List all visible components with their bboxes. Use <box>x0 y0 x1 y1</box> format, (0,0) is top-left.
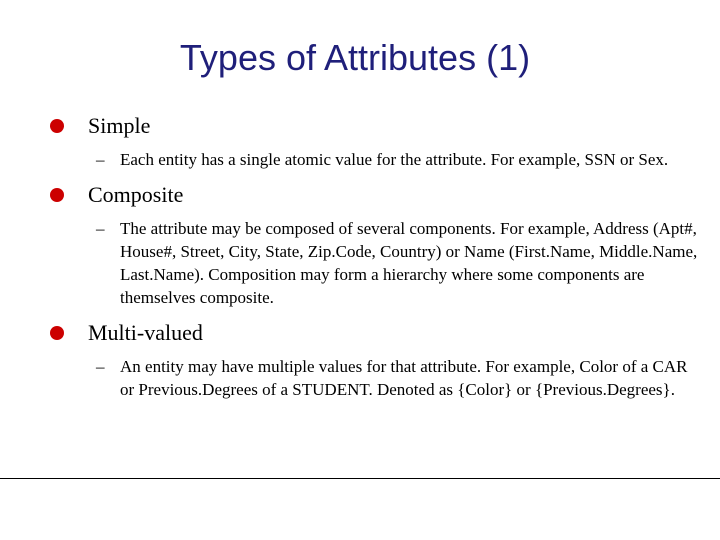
sub-bullet-text: The attribute may be composed of several components. For example, Address (Apt#, House#, Street, City, State, Zip.Code, Country) or Name (First.Name, Middle.Name, Last.Name). Composition may form a hierarchy where some components are themselves composite. <box>120 219 698 307</box>
bullet-dot-icon <box>50 326 64 340</box>
bullet-dot-icon <box>50 119 64 133</box>
bullet-label: Simple <box>88 113 151 138</box>
dash-marker: – <box>96 357 105 376</box>
sub-bullet-composite <box>96 217 700 309</box>
bullet-multi-valued <box>50 319 700 347</box>
sub-bullet-simple <box>96 148 700 171</box>
sub-bullet-text: An entity may have multiple values for that attribute. For example, Color of a CAR or Previous.Degrees of a STUDENT. Denoted as {Color} or {Previous.Degrees}. <box>120 357 688 399</box>
sub-bullet-text: Each entity has a single atomic value for the attribute. For example, SSN or Sex. <box>120 150 669 169</box>
bullet-simple <box>50 112 700 140</box>
dash-marker: – <box>96 150 105 169</box>
slide-title: Types of Attributes (1) <box>179 37 531 78</box>
bullet-composite <box>50 181 700 209</box>
bullet-dot-icon <box>50 188 64 202</box>
footer-divider <box>0 478 720 479</box>
bullet-label: Multi-valued <box>88 320 203 345</box>
bullet-list <box>50 112 700 411</box>
sub-bullet-multi-valued <box>96 355 700 401</box>
bullet-label: Composite <box>88 182 184 207</box>
dash-marker: – <box>96 219 105 238</box>
